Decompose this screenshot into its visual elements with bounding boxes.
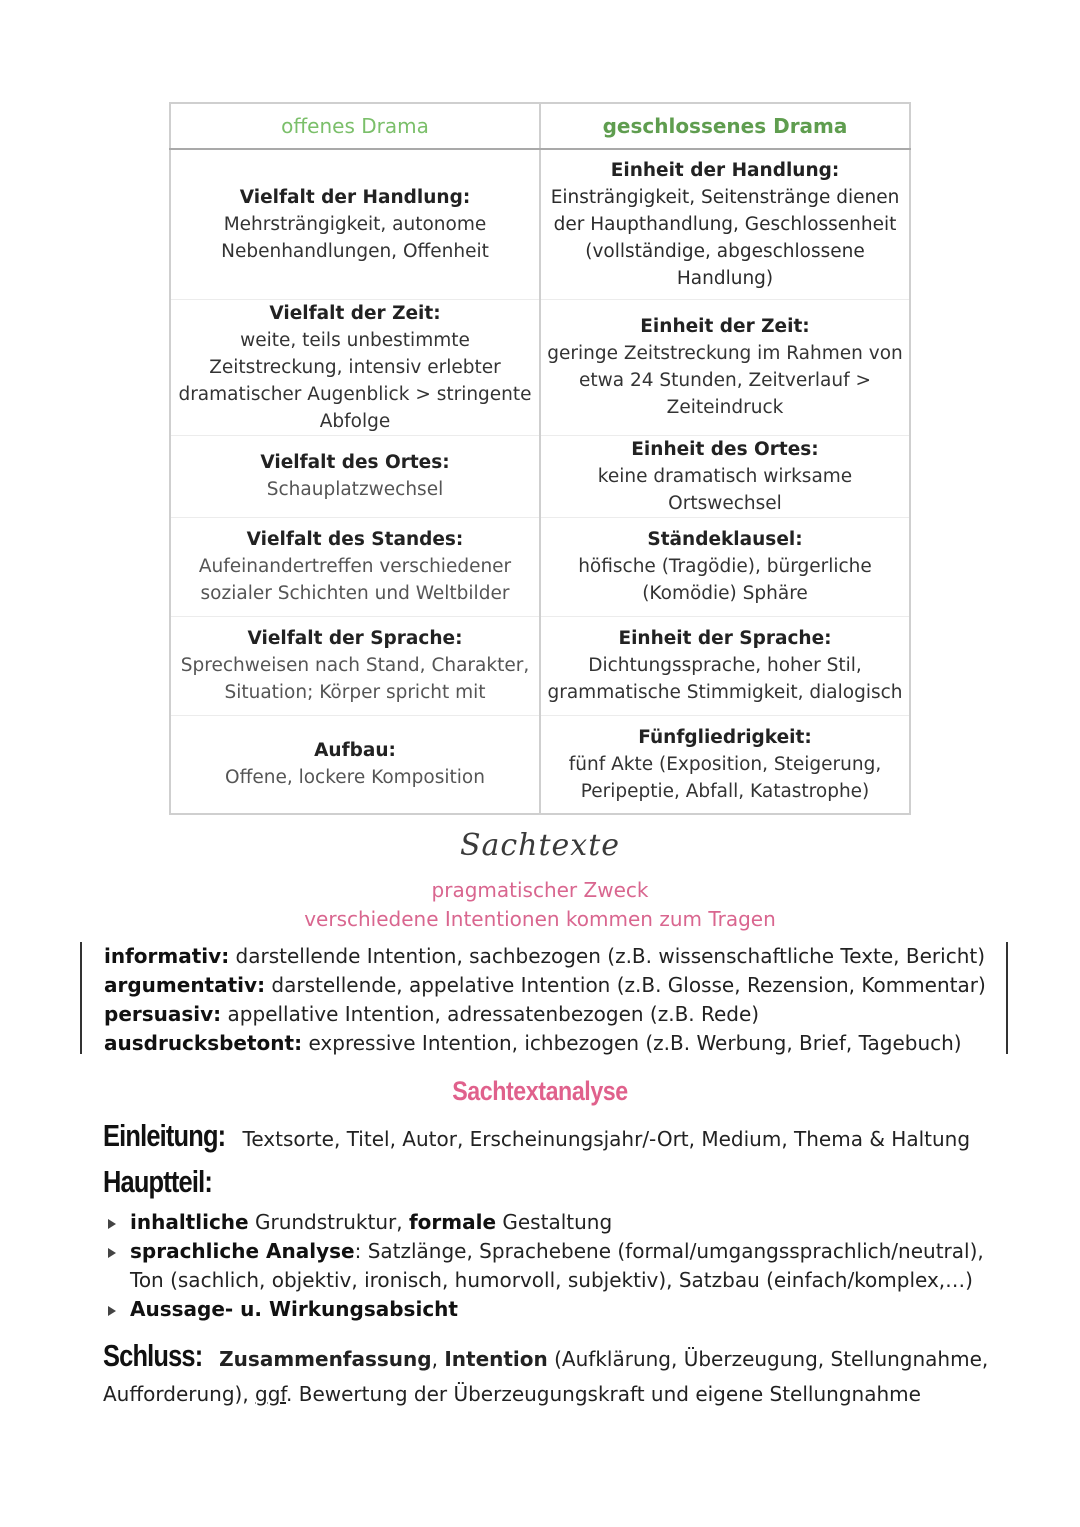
cell-desc: Offene, lockere Komposition: [225, 767, 485, 789]
text-types-box: [80, 942, 1008, 1054]
table-header-row: [170, 103, 910, 149]
text-type-ausdrucksbetont: ausdrucksbetont: expressive Intention, ichbezogen (z.B. Werbung, Brief, Tagebuch): [104, 1031, 962, 1055]
schluss-label: Schluss:: [103, 1338, 203, 1373]
cell-desc: keine dramatisch wirksame Ortswechsel: [597, 465, 853, 514]
schluss-section: [103, 1338, 988, 1374]
sachtexte-subtitle-2: verschiedene Intentionen kommen zum Tragen: [304, 907, 776, 931]
cell-desc: höfische (Tragödie), bürgerliche (Komödie) Sphäre: [578, 556, 872, 604]
cell-desc: fünf Akte (Exposition, Steigerung, Peripeptie, Abfall, Katastrophe): [568, 753, 882, 802]
list-item: Aussage- u. Wirkungsabsicht: [108, 1295, 1008, 1324]
table-row: [170, 616, 910, 715]
list-item: inhaltliche Grundstruktur, formale Gestaltung: [108, 1208, 1008, 1237]
cell-desc: Sprechweisen nach Stand, Charakter, Situation; Körper spricht mit: [180, 655, 530, 703]
sachtexte-subtitle-1: pragmatischer Zweck: [431, 878, 649, 902]
cell-desc: Mehrsträngigkeit, autonome Nebenhandlungen, Offenheit: [221, 213, 489, 262]
schluss-text: Zusammenfassung, Intention (Aufklärung, Überzeugung, Stellungnahme,: [212, 1347, 989, 1371]
bullet-triangle-icon: [108, 1248, 116, 1258]
cell-closed: [540, 517, 910, 616]
table-row: [170, 517, 910, 616]
einleitung-section: [103, 1118, 970, 1154]
sachtextanalyse-heading: Sachtextanalyse: [452, 1076, 628, 1106]
bullet-triangle-icon: [108, 1219, 116, 1229]
cell-desc: Dichtungssprache, hoher Stil, grammatische Stimmigkeit, dialogisch: [547, 655, 903, 703]
hauptteil-bullets: [108, 1208, 1008, 1324]
hauptteil-section: [103, 1164, 236, 1200]
cell-open: [170, 715, 540, 814]
cell-closed: [540, 149, 910, 299]
cell-title: Vielfalt der Handlung:: [239, 186, 471, 208]
cell-title: Einheit der Sprache:: [618, 628, 832, 649]
cell-title: Vielfalt des Ortes:: [260, 452, 450, 473]
cell-desc: weite, teils unbestimmte Zeitstreckung, intensiv erlebter dramatischer Augenblick > stringente Abfolge: [178, 329, 532, 432]
cell-title: Vielfalt des Standes:: [246, 529, 464, 550]
text-type-persuasiv: persuasiv: appellative Intention, adressatenbezogen (z.B. Rede): [104, 1002, 760, 1026]
cell-open: [170, 299, 540, 435]
cell-desc: geringe Zeitstreckung im Rahmen von etwa 24 Stunden, Zeitverlauf > Zeiteindruck: [547, 343, 903, 418]
table-row: [170, 435, 910, 517]
header-closed-drama: geschlossenes Drama: [540, 103, 910, 149]
cell-open: [170, 616, 540, 715]
cell-open: [170, 517, 540, 616]
list-item: sprachliche Analyse: Satzlänge, Sprachebene (formal/umgangssprachlich/neutral), Ton (sachlich, objektiv, ironisch, humorvoll, subjektiv), Satzbau (einfach/komplex,…): [108, 1237, 1008, 1295]
cell-closed: [540, 299, 910, 435]
cell-closed: [540, 715, 910, 814]
drama-comparison-table: [169, 102, 911, 815]
hauptteil-label: Hauptteil:: [103, 1164, 213, 1199]
cell-desc: Schauplatzwechsel: [266, 479, 444, 500]
cell-open: [170, 149, 540, 299]
table-row: [170, 715, 910, 814]
text-type-informativ: informativ: darstellende Intention, sachbezogen (z.B. wissenschaftliche Texte, Bericht): [104, 944, 986, 968]
text-type-argumentativ: argumentativ: darstellende, appelative Intention (z.B. Glosse, Rezension, Kommentar): [104, 973, 986, 997]
bullet-triangle-icon: [108, 1306, 116, 1316]
cell-desc: Einsträngigkeit, Seitenstränge dienen der Haupthandlung, Geschlossenheit (vollständige, abgeschlossene Handlung): [550, 186, 900, 289]
einleitung-text: Textsorte, Titel, Autor, Erscheinungsjahr/-Ort, Medium, Thema & Haltung: [236, 1127, 971, 1151]
header-open-drama: offenes Drama: [170, 103, 540, 149]
sachtexte-title: Sachtexte: [459, 828, 621, 863]
cell-closed: [540, 616, 910, 715]
cell-title: Einheit der Handlung:: [610, 159, 840, 181]
cell-title: Ständeklausel:: [647, 529, 803, 550]
cell-title: Einheit der Zeit:: [640, 316, 810, 337]
table-row: [170, 149, 910, 299]
cell-title: Vielfalt der Sprache:: [247, 628, 463, 649]
table-row: [170, 299, 910, 435]
einleitung-label: Einleitung:: [103, 1118, 226, 1153]
schluss-continuation: Aufforderung), ggf. Bewertung der Überzeugungskraft und eigene Stellungnahme: [103, 1382, 921, 1406]
cell-closed: [540, 435, 910, 517]
cell-desc: Aufeinandertreffen verschiedener sozialer Schichten und Weltbilder: [198, 556, 512, 604]
cell-title: Fünfgliedrigkeit:: [638, 726, 812, 748]
cell-title: Einheit des Ortes:: [631, 438, 819, 460]
cell-open: [170, 435, 540, 517]
cell-title: Vielfalt der Zeit:: [269, 302, 441, 324]
cell-title: Aufbau:: [314, 740, 396, 762]
